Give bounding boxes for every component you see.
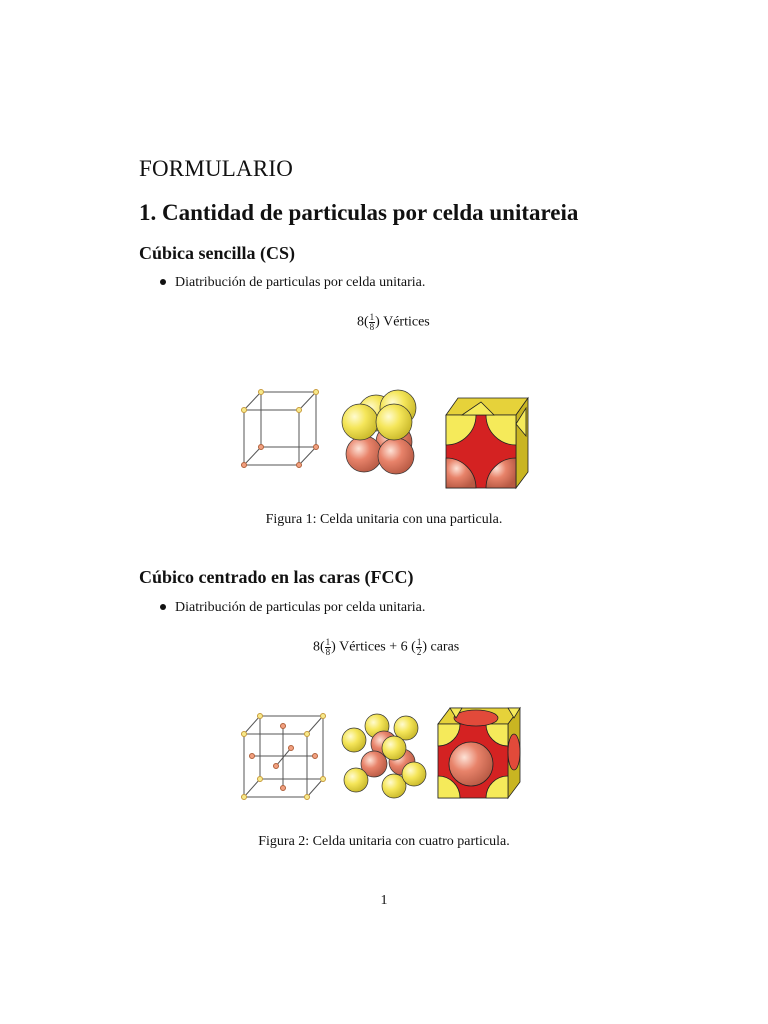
cs-formula-fraction: $\frac{1}{8}$: [369, 312, 375, 332]
fcc-formula-term1: Vértices: [339, 639, 386, 655]
cs-formula-term: Vértices: [383, 314, 430, 330]
fcc-formula-term2: caras: [430, 639, 460, 655]
bullet-dot: [160, 604, 166, 610]
fcc-formula-coef2: 6: [400, 639, 408, 655]
section-number: 1.: [139, 200, 157, 225]
document-title: FORMULARIO: [139, 156, 294, 181]
cs-bullet-text: Diatribución de particulas por celda unitaria.: [175, 275, 426, 290]
section-title: Cantidad de particulas por celda unitareia: [162, 200, 579, 225]
cs-formula-coef: 8: [357, 314, 364, 330]
cs-lattice-cube: [244, 392, 316, 465]
figure-2: [236, 704, 536, 814]
cs-cut-cube: [446, 398, 528, 488]
fcc-formula-fraction2: $\frac{1}{2}$: [416, 637, 422, 657]
fcc-bullet: [160, 600, 425, 616]
fcc-cut-cube: [438, 708, 520, 798]
fcc-sphere-packing: [342, 714, 426, 798]
figure-1-caption: Figura 1: Celda unitaria con una particula.: [265, 512, 503, 527]
page-number: 1: [380, 893, 388, 908]
figure-2-caption: Figura 2: Celda unitaria con cuatro particula.: [258, 834, 510, 849]
fcc-formula-plus: +: [389, 639, 398, 655]
cs-formula: 8( $\frac{1}{8}$ ) Vértices: [357, 312, 430, 332]
fcc-formula-coef1: 8: [313, 639, 320, 655]
cs-bullet: [160, 275, 425, 291]
fcc-heading: Cúbico centrado en las caras (FCC): [139, 567, 414, 587]
fcc-formula-fraction1: $\frac{1}{8}$: [325, 637, 331, 657]
bullet-dot: [160, 279, 166, 285]
section-heading: [139, 200, 578, 226]
figure-1: [236, 380, 536, 490]
fcc-bullet-text: Diatribución de particulas por celda unitaria.: [175, 600, 426, 615]
cs-heading: Cúbica sencilla (CS): [139, 243, 296, 263]
cs-sphere-packing: [342, 390, 416, 474]
fcc-formula: 8( $\frac{1}{8}$ ) Vértices + 6 ( $\frac{1}{2}$ ) caras: [313, 637, 460, 657]
